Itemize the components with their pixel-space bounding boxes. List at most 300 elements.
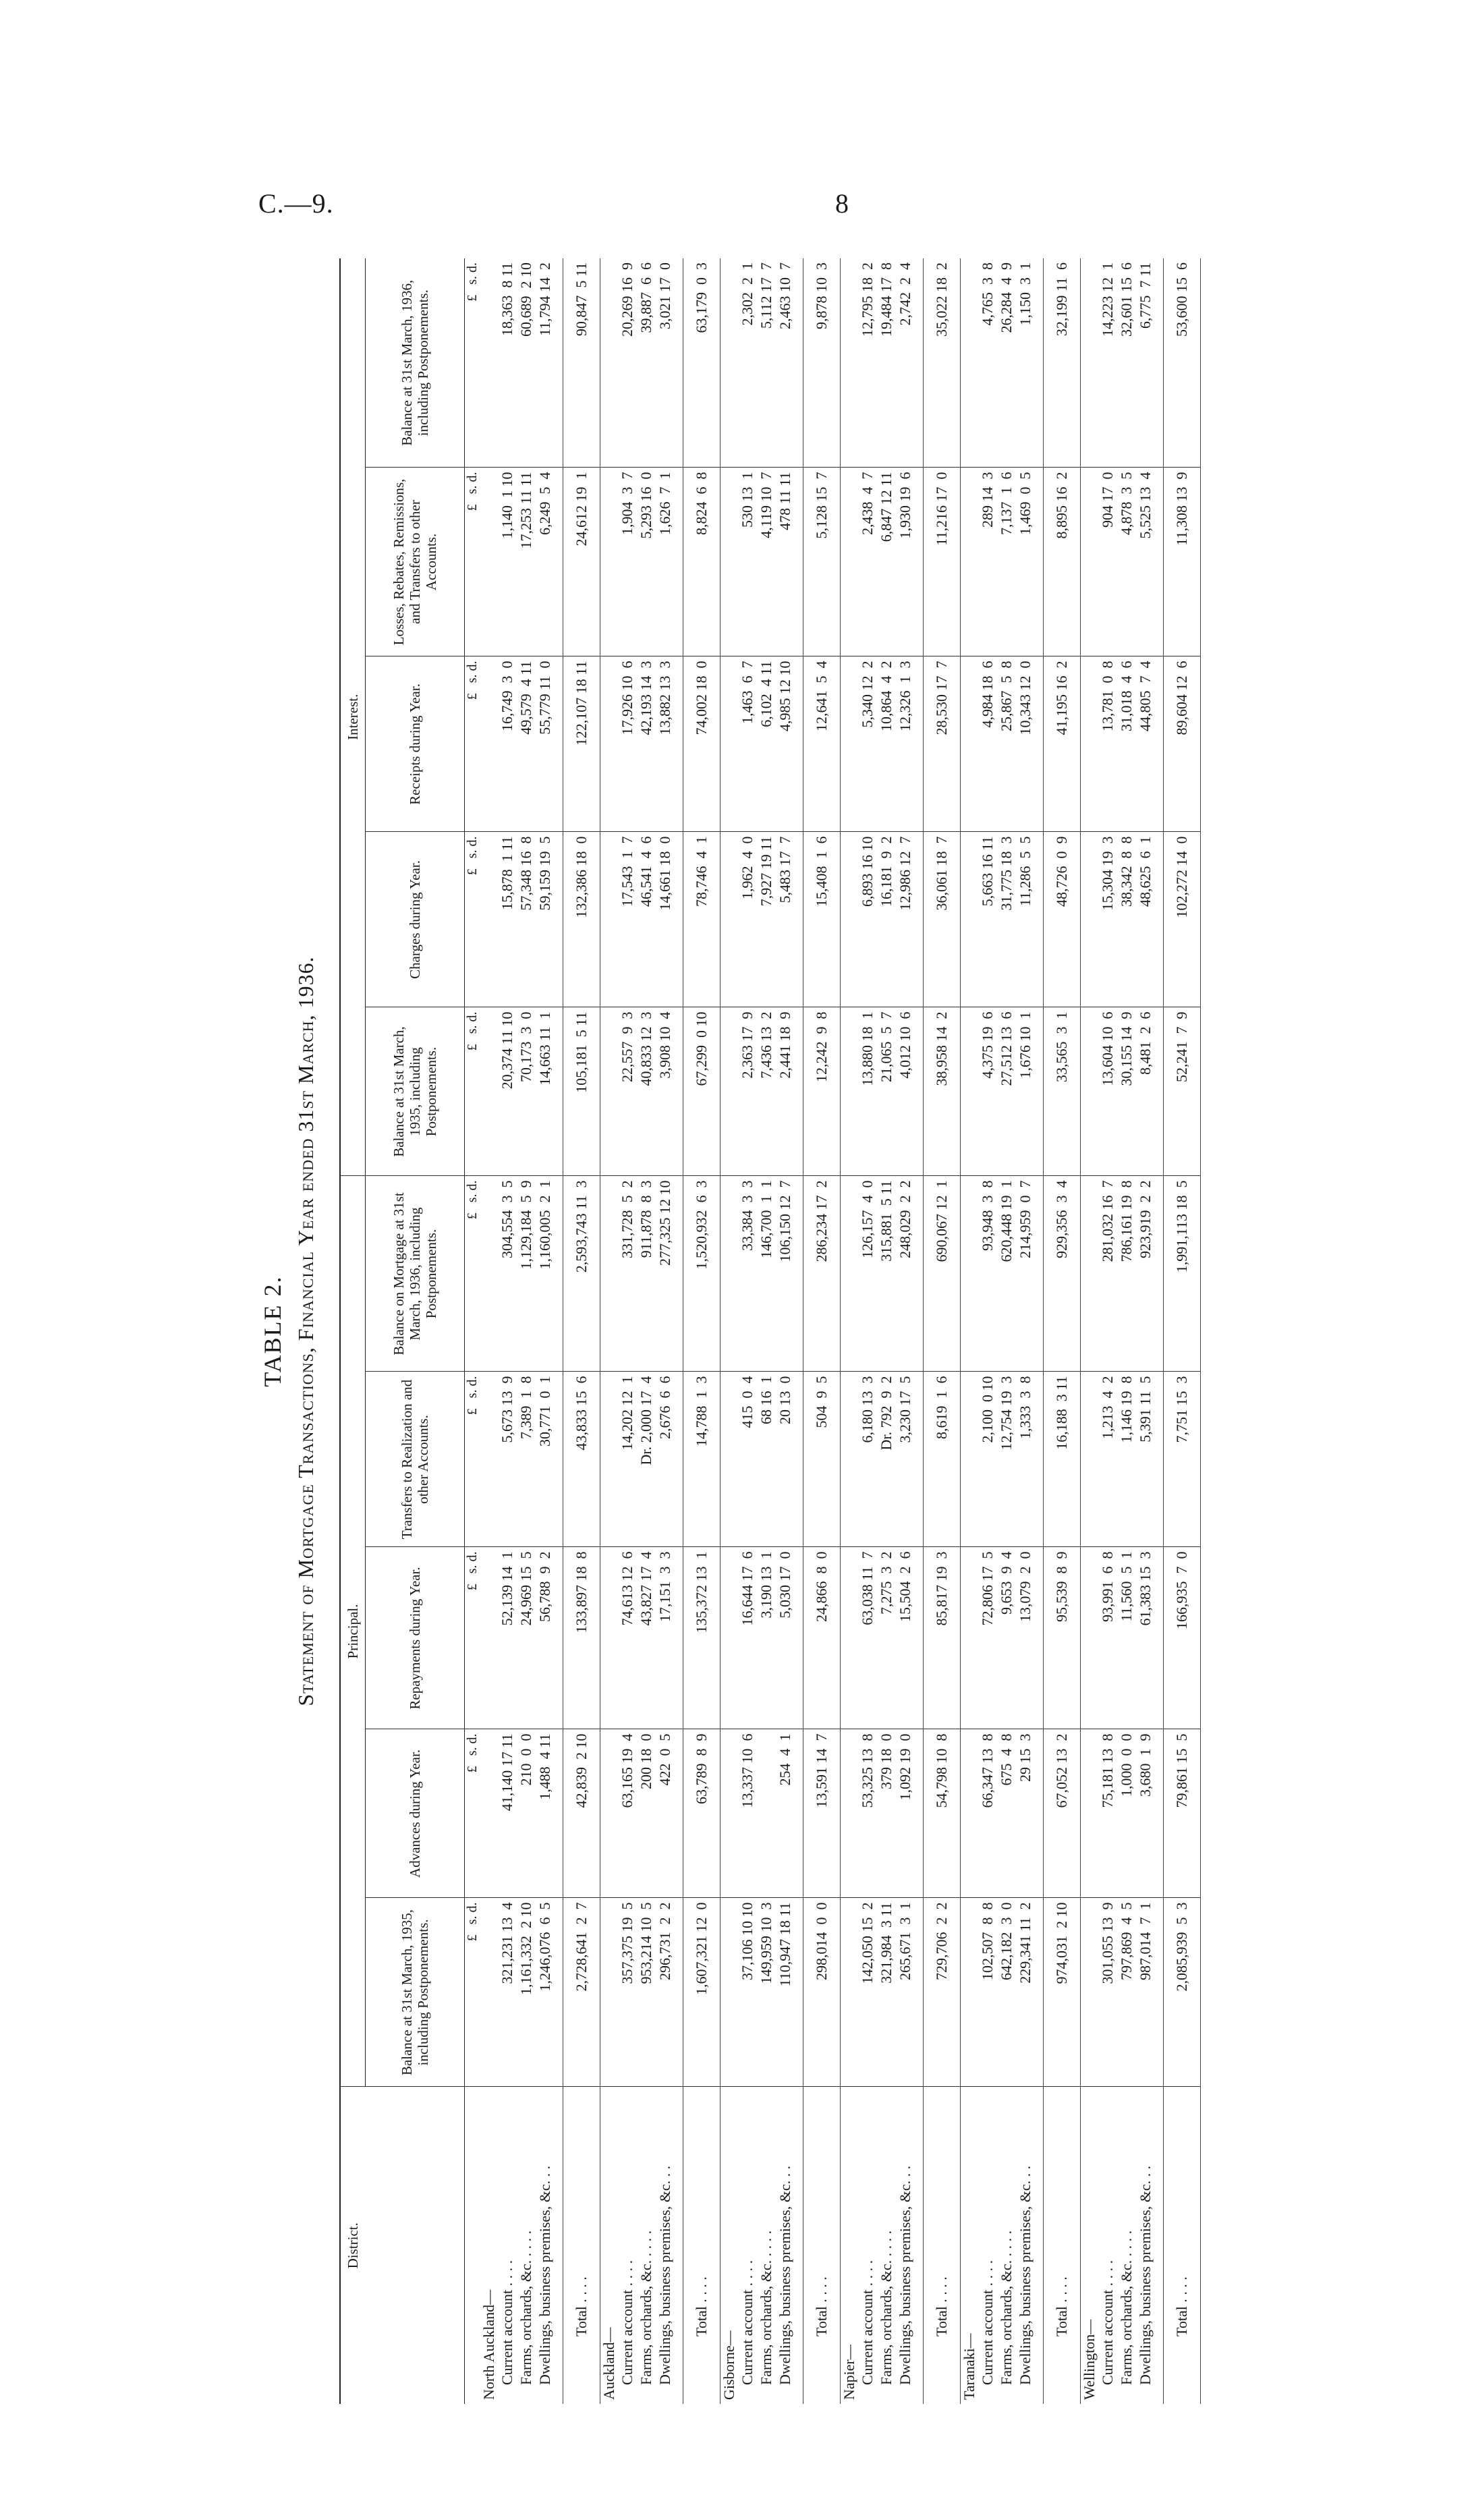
- value-cell: 1,161,332 2 10: [517, 1898, 536, 2087]
- empty-cell: [795, 1547, 803, 1729]
- empty-cell: [480, 832, 498, 1007]
- value-cell: 31,018 4 6: [1117, 656, 1136, 832]
- value-cell: 142,050 15 2: [858, 1898, 877, 2087]
- table-row: [776, 258, 795, 2404]
- empty-cell: [600, 1547, 619, 1729]
- empty-cell: [795, 656, 803, 832]
- value-cell: 289 14 3: [978, 468, 997, 656]
- empty-cell: [480, 468, 498, 656]
- empty-cell: [961, 1898, 979, 2087]
- unit-row: [465, 258, 481, 2404]
- total-row: [803, 258, 841, 2404]
- total-value-cell: 8,824 6 8: [683, 468, 720, 656]
- total-value-cell: 36,061 18 7: [924, 832, 961, 1007]
- empty-cell: [841, 832, 859, 1007]
- district-heading-row: [480, 258, 498, 2404]
- row-label: Farms, orchards, &c. . . . .: [998, 2230, 1015, 2385]
- empty-cell: [961, 656, 979, 832]
- empty-cell: [555, 656, 563, 832]
- value-cell: 14,661 18 0: [656, 832, 675, 1007]
- value-cell: 415 0 4: [738, 1372, 757, 1547]
- empty-cell: [555, 1372, 563, 1547]
- district-heading-row: [841, 258, 859, 2404]
- empty-cell: [1035, 258, 1044, 468]
- unit-cell: £ s. d.: [465, 656, 481, 832]
- value-cell: 72,806 17 5: [978, 1547, 997, 1729]
- row-label: Farms, orchards, &c. . . . .: [517, 2230, 534, 2385]
- value-cell: 4,878 3 5: [1117, 468, 1136, 656]
- total-value-cell: 729,706 2 2: [924, 1898, 961, 2087]
- value-cell: 41,140 17 11: [498, 1729, 517, 1898]
- value-cell: 331,728 5 2: [618, 1176, 637, 1372]
- value-cell: 5,030 17 0: [776, 1547, 795, 1729]
- district-name: Wellington—: [1081, 2319, 1098, 2400]
- group-principal: Principal.: [340, 1176, 366, 2087]
- unit-cell: £ s. d.: [465, 1372, 481, 1547]
- empty-cell: [1081, 832, 1099, 1007]
- value-cell: 1,930 19 6: [896, 468, 915, 656]
- value-cell: 59,159 19 5: [536, 832, 555, 1007]
- empty-cell: [1155, 468, 1164, 656]
- value-cell: 7,275 3 2: [877, 1547, 896, 1729]
- district-name: Napier—: [841, 2345, 857, 2400]
- table-subtitle-text: Statement of Mortgage Transactions, Financial Year ended 31st March, 1936.: [293, 956, 318, 1706]
- value-cell: 1,092 19 0: [896, 1729, 915, 1898]
- value-cell: 2,441 18 9: [776, 1007, 795, 1176]
- spacer-row: [555, 258, 563, 2404]
- value-cell: 7,137 1 6: [997, 468, 1016, 656]
- total-value-cell: 11,308 13 9: [1164, 468, 1201, 656]
- total-value-cell: 90,847 5 11: [563, 258, 600, 468]
- value-cell: 55,779 11 0: [536, 656, 555, 832]
- empty-cell: [1035, 656, 1044, 832]
- value-cell: 12,754 19 3: [997, 1372, 1016, 1547]
- value-cell: 3,908 10 4: [656, 1007, 675, 1176]
- value-cell: 478 11 11: [776, 468, 795, 656]
- empty-cell: [841, 656, 859, 832]
- value-cell: 1,150 3 1: [1016, 258, 1035, 468]
- value-cell: 27,512 13 6: [997, 1007, 1016, 1176]
- value-cell: 61,383 15 3: [1136, 1547, 1155, 1729]
- total-row: [683, 258, 720, 2404]
- empty-cell: [675, 1729, 683, 1898]
- empty-cell: [555, 1176, 563, 1372]
- value-cell: 797,869 4 5: [1117, 1898, 1136, 2087]
- row-label: Dwellings, business premises, &c. . .: [1137, 2165, 1154, 2385]
- value-cell: 6,893 16 10: [858, 832, 877, 1007]
- value-cell: Dr. 792 9 2: [877, 1372, 896, 1547]
- value-cell: 1,463 6 7: [738, 656, 757, 832]
- value-cell: 2,363 17 9: [738, 1007, 757, 1176]
- group-interest: Interest.: [340, 258, 366, 1176]
- value-cell: 30,155 14 9: [1117, 1007, 1136, 1176]
- empty-cell: [795, 2087, 803, 2404]
- value-cell: 6,249 5 4: [536, 468, 555, 656]
- empty-cell: [841, 1547, 859, 1729]
- value-cell: 106,150 12 7: [776, 1176, 795, 1372]
- total-value-cell: 42,839 2 10: [563, 1729, 600, 1898]
- value-cell: 5,112 17 7: [757, 258, 776, 468]
- total-row: [563, 258, 600, 2404]
- table-subtitle: [293, 258, 318, 2404]
- value-cell: 46,541 4 6: [637, 832, 656, 1007]
- empty-cell: [915, 1729, 924, 1898]
- empty-cell: [1035, 1176, 1044, 1372]
- empty-cell: [915, 2087, 924, 2404]
- empty-cell: [961, 1176, 979, 1372]
- value-cell: 2,742 2 4: [896, 258, 915, 468]
- value-cell: 1,676 10 1: [1016, 1007, 1035, 1176]
- empty-cell: [795, 468, 803, 656]
- empty-cell: [841, 1372, 859, 1547]
- row-label: Current account . . . .: [859, 2260, 876, 2385]
- empty-cell: [555, 2087, 563, 2404]
- value-cell: 11,286 5 5: [1016, 832, 1035, 1007]
- empty-cell: [1081, 1007, 1099, 1176]
- empty-cell: [961, 1729, 979, 1898]
- empty-cell: [720, 468, 739, 656]
- table-row: [1098, 258, 1117, 2404]
- value-cell: 301,055 13 9: [1098, 1898, 1117, 2087]
- district-heading-row: [720, 258, 739, 2404]
- value-cell: 40,833 12 3: [637, 1007, 656, 1176]
- table-row: [1117, 258, 1136, 2404]
- row-label: Current account . . . .: [739, 2260, 756, 2385]
- unit-cell: £ s. d.: [465, 1898, 481, 2087]
- value-cell: 15,504 2 6: [896, 1547, 915, 1729]
- empty-cell: [1155, 1729, 1164, 1898]
- value-cell: 248,029 2 2: [896, 1176, 915, 1372]
- table-row: [517, 258, 536, 2404]
- value-cell: 56,788 9 2: [536, 1547, 555, 1729]
- empty-cell: [675, 1372, 683, 1547]
- empty-cell: [961, 1372, 979, 1547]
- empty-cell: [915, 1372, 924, 1547]
- value-cell: 18,363 8 11: [498, 258, 517, 468]
- empty-cell: [1155, 2087, 1164, 2404]
- empty-cell: [1035, 468, 1044, 656]
- col-repayments: Repayments during Year.: [366, 1547, 465, 1729]
- value-cell: 5,673 13 9: [498, 1372, 517, 1547]
- empty-cell: [720, 1547, 739, 1729]
- total-value-cell: 1,991,113 18 5: [1164, 1176, 1201, 1372]
- total-value-cell: 63,789 8 9: [683, 1729, 720, 1898]
- total-value-cell: 15,408 1 6: [803, 832, 841, 1007]
- empty-cell: [480, 1547, 498, 1729]
- empty-cell: [1035, 1729, 1044, 1898]
- empty-cell: [1155, 1898, 1164, 2087]
- empty-cell: [480, 1176, 498, 1372]
- value-cell: 357,375 19 5: [618, 1898, 637, 2087]
- total-value-cell: 78,746 4 1: [683, 832, 720, 1007]
- empty-cell: [480, 258, 498, 468]
- total-value-cell: 929,356 3 4: [1044, 1176, 1081, 1372]
- empty-cell: [1035, 1372, 1044, 1547]
- value-cell: 281,032 16 7: [1098, 1176, 1117, 1372]
- value-cell: 1,488 4 11: [536, 1729, 555, 1898]
- col-advances: Advances during Year.: [366, 1729, 465, 1898]
- empty-cell: [720, 258, 739, 468]
- value-cell: 5,525 13 4: [1136, 468, 1155, 656]
- total-label: Total . . . .: [1044, 2087, 1081, 2404]
- empty-cell: [600, 1729, 619, 1898]
- empty-cell: [600, 258, 619, 468]
- value-cell: 2,302 2 1: [738, 258, 757, 468]
- empty-cell: [555, 468, 563, 656]
- total-value-cell: 33,565 3 1: [1044, 1007, 1081, 1176]
- empty-cell: [915, 832, 924, 1007]
- empty-cell: [1081, 258, 1099, 468]
- value-cell: 422 0 5: [656, 1729, 675, 1898]
- value-cell: 16,644 17 6: [738, 1547, 757, 1729]
- total-value-cell: 63,179 0 3: [683, 258, 720, 468]
- col-losses: Losses, Rebates, Remissions, and Transfers to other Accounts.: [366, 468, 465, 656]
- total-label: Total . . . .: [683, 2087, 720, 2404]
- value-cell: 4,984 18 6: [978, 656, 997, 832]
- empty-cell: [720, 1372, 739, 1547]
- value-cell: 53,325 13 8: [858, 1729, 877, 1898]
- empty-cell: [1155, 258, 1164, 468]
- table-row: [877, 258, 896, 2404]
- total-value-cell: 74,002 18 0: [683, 656, 720, 832]
- empty-cell: [720, 832, 739, 1007]
- empty-cell: [675, 1176, 683, 1372]
- value-cell: 17,926 10 6: [618, 656, 637, 832]
- total-label: Total . . . .: [563, 2087, 600, 2404]
- value-cell: 911,878 8 3: [637, 1176, 656, 1372]
- total-value-cell: 690,067 12 1: [924, 1176, 961, 1372]
- empty-cell: [1035, 832, 1044, 1007]
- value-cell: 265,671 3 1: [896, 1898, 915, 2087]
- value-cell: 6,102 4 11: [757, 656, 776, 832]
- value-cell: 70,173 3 0: [517, 1007, 536, 1176]
- value-cell: 3,230 17 5: [896, 1372, 915, 1547]
- value-cell: 210 0 0: [517, 1729, 536, 1898]
- value-cell: 57,348 16 8: [517, 832, 536, 1007]
- value-cell: [757, 1729, 776, 1898]
- empty-cell: [915, 1176, 924, 1372]
- spacer-row: [675, 258, 683, 2404]
- empty-cell: [795, 1372, 803, 1547]
- value-cell: 642,182 3 0: [997, 1898, 1016, 2087]
- empty-cell: [1081, 656, 1099, 832]
- total-value-cell: 105,181 5 11: [563, 1007, 600, 1176]
- total-value-cell: 1,520,932 6 3: [683, 1176, 720, 1372]
- table-row: [637, 258, 656, 2404]
- empty-cell: [1081, 1898, 1099, 2087]
- district-heading-row: [961, 258, 979, 2404]
- total-value-cell: 79,861 15 5: [1164, 1729, 1201, 1898]
- spacer-row: [795, 258, 803, 2404]
- row-label: Farms, orchards, &c. . . . .: [1118, 2230, 1135, 2385]
- row-label: Dwellings, business premises, &c. . .: [776, 2165, 793, 2385]
- col-principal-balance-1936: Balance on Mortgage at 31st March, 1936, including Postponements.: [366, 1176, 465, 1372]
- value-cell: 102,507 8 8: [978, 1898, 997, 2087]
- value-cell: 52,139 14 1: [498, 1547, 517, 1729]
- value-cell: 66,347 13 8: [978, 1729, 997, 1898]
- value-cell: 2,463 10 7: [776, 258, 795, 468]
- value-cell: 2,100 0 10: [978, 1372, 997, 1547]
- empty-cell: [1081, 468, 1099, 656]
- value-cell: 30,771 0 1: [536, 1372, 555, 1547]
- value-cell: 304,554 3 5: [498, 1176, 517, 1372]
- empty-cell: [961, 1547, 979, 1729]
- value-cell: 12,326 1 3: [896, 656, 915, 832]
- empty-cell: [480, 1007, 498, 1176]
- total-value-cell: 89,604 12 6: [1164, 656, 1201, 832]
- value-cell: 29 15 3: [1016, 1729, 1035, 1898]
- value-cell: 110,947 18 11: [776, 1898, 795, 2087]
- empty-cell: [675, 1898, 683, 2087]
- value-cell: 39,887 6 6: [637, 258, 656, 468]
- empty-cell: [915, 258, 924, 468]
- value-cell: 6,847 12 11: [877, 468, 896, 656]
- empty-cell: [720, 1007, 739, 1176]
- total-value-cell: 67,052 13 2: [1044, 1729, 1081, 1898]
- total-value-cell: 122,107 18 11: [563, 656, 600, 832]
- empty-cell: [600, 1176, 619, 1372]
- value-cell: 5,663 16 11: [978, 832, 997, 1007]
- col-principal-balance-1935: Balance at 31st March, 1935, including Postponements.: [366, 1898, 465, 2087]
- value-cell: 48,625 6 1: [1136, 832, 1155, 1007]
- empty-cell: [480, 1898, 498, 2087]
- empty-cell: [600, 468, 619, 656]
- spacer-row: [915, 258, 924, 2404]
- value-cell: 904 17 0: [1098, 468, 1117, 656]
- empty-cell: [675, 656, 683, 832]
- value-cell: 15,304 19 3: [1098, 832, 1117, 1007]
- value-cell: 5,391 11 5: [1136, 1372, 1155, 1547]
- value-cell: 1,469 0 5: [1016, 468, 1035, 656]
- total-value-cell: 35,022 18 2: [924, 258, 961, 468]
- district-heading-row: [600, 258, 619, 2404]
- col-interest-balance-1935: Balance at 31st March, 1935, including Postponements.: [366, 1007, 465, 1176]
- row-label: Dwellings, business premises, &c. . .: [536, 2165, 553, 2385]
- row-label: Farms, orchards, &c. . . . .: [638, 2230, 654, 2385]
- empty-cell: [1081, 1729, 1099, 1898]
- empty-cell: [1155, 1176, 1164, 1372]
- empty-cell: [555, 1898, 563, 2087]
- total-value-cell: 24,612 19 1: [563, 468, 600, 656]
- col-interest-balance-1936: Balance at 31st March, 1936, including Postponements.: [366, 258, 465, 468]
- empty-cell: [1155, 832, 1164, 1007]
- district-name: Auckland—: [600, 2327, 617, 2400]
- total-value-cell: 11,216 17 0: [924, 468, 961, 656]
- document-reference: C.—9.: [258, 188, 334, 219]
- row-label: Farms, orchards, &c. . . . .: [878, 2230, 895, 2385]
- col-receipts: Receipts during Year.: [366, 656, 465, 832]
- empty-cell: [915, 1898, 924, 2087]
- table-title: TABLE 2.: [259, 1275, 286, 1387]
- value-cell: 214,959 0 7: [1016, 1176, 1035, 1372]
- total-value-cell: 24,866 8 0: [803, 1547, 841, 1729]
- total-value-cell: 102,272 14 0: [1164, 832, 1201, 1007]
- total-value-cell: 133,897 18 8: [563, 1547, 600, 1729]
- district-name: Gisborne—: [720, 2330, 737, 2400]
- row-label: Dwellings, business premises, &c. . .: [656, 2165, 673, 2385]
- value-cell: 63,165 19 4: [618, 1729, 637, 1898]
- row-label: Dwellings, business premises, &c. . .: [897, 2165, 913, 2385]
- value-cell: 296,731 2 2: [656, 1898, 675, 2087]
- total-value-cell: 2,728,641 2 7: [563, 1898, 600, 2087]
- value-cell: 923,919 2 2: [1136, 1176, 1155, 1372]
- empty-cell: [720, 1729, 739, 1898]
- value-cell: 1,000 0 0: [1117, 1729, 1136, 1898]
- total-value-cell: 28,530 17 7: [924, 656, 961, 832]
- table-header: [340, 258, 465, 2404]
- empty-cell: [480, 1372, 498, 1547]
- empty-cell: [675, 258, 683, 468]
- total-value-cell: 8,619 1 6: [924, 1372, 961, 1547]
- total-value-cell: 132,386 18 0: [563, 832, 600, 1007]
- total-label: Total . . . .: [924, 2087, 961, 2404]
- value-cell: 4,765 3 8: [978, 258, 997, 468]
- empty-cell: [555, 1547, 563, 1729]
- empty-cell: [720, 656, 739, 832]
- value-cell: 11,560 5 1: [1117, 1547, 1136, 1729]
- value-cell: 42,193 14 3: [637, 656, 656, 832]
- value-cell: 254 4 1: [776, 1729, 795, 1898]
- empty-cell: [1081, 1372, 1099, 1547]
- unit-cell: £ s. d.: [465, 1729, 481, 1898]
- total-row: [1044, 258, 1081, 2404]
- empty-cell: [555, 258, 563, 468]
- row-label: Current account . . . .: [499, 2260, 515, 2385]
- value-cell: 24,969 15 5: [517, 1547, 536, 1729]
- value-cell: 5,340 12 2: [858, 656, 877, 832]
- value-cell: 321,984 3 11: [877, 1898, 896, 2087]
- value-cell: 126,157 4 0: [858, 1176, 877, 1372]
- spacer-row: [1035, 258, 1044, 2404]
- value-cell: 11,794 14 2: [536, 258, 555, 468]
- value-cell: 8,481 2 6: [1136, 1007, 1155, 1176]
- empty-cell: [1035, 1898, 1044, 2087]
- col-transfers: Transfers to Realization and other Accounts.: [366, 1372, 465, 1547]
- unit-cell: £ s. d.: [465, 832, 481, 1007]
- value-cell: 4,119 10 7: [757, 468, 776, 656]
- value-cell: 620,448 19 1: [997, 1176, 1016, 1372]
- empty-cell: [720, 1176, 739, 1372]
- empty-cell: [841, 1176, 859, 1372]
- value-cell: 277,325 12 10: [656, 1176, 675, 1372]
- value-cell: 22,557 9 3: [618, 1007, 637, 1176]
- total-label: Total . . . .: [803, 2087, 841, 2404]
- total-value-cell: 9,878 10 3: [803, 258, 841, 468]
- total-value-cell: 166,935 7 0: [1164, 1547, 1201, 1729]
- value-cell: 315,881 5 11: [877, 1176, 896, 1372]
- value-cell: 13,079 2 0: [1016, 1547, 1035, 1729]
- col-charges: Charges during Year.: [366, 832, 465, 1007]
- value-cell: 1,129,184 5 9: [517, 1176, 536, 1372]
- value-cell: 379 18 0: [877, 1729, 896, 1898]
- value-cell: 1,962 4 0: [738, 832, 757, 1007]
- empty-cell: [915, 1007, 924, 1176]
- empty-cell: [1035, 2087, 1044, 2404]
- total-value-cell: 48,726 0 9: [1044, 832, 1081, 1007]
- empty-cell: [795, 258, 803, 468]
- total-value-cell: 8,895 16 2: [1044, 468, 1081, 656]
- empty-cell: [675, 2087, 683, 2404]
- total-value-cell: 32,199 11 6: [1044, 258, 1081, 468]
- value-cell: 13,880 18 1: [858, 1007, 877, 1176]
- total-row: [1164, 258, 1201, 2404]
- value-cell: 1,140 1 10: [498, 468, 517, 656]
- value-cell: 14,663 11 1: [536, 1007, 555, 1176]
- value-cell: 4,012 10 6: [896, 1007, 915, 1176]
- empty-cell: [841, 258, 859, 468]
- empty-cell: [795, 1007, 803, 1176]
- value-cell: 5,483 17 7: [776, 832, 795, 1007]
